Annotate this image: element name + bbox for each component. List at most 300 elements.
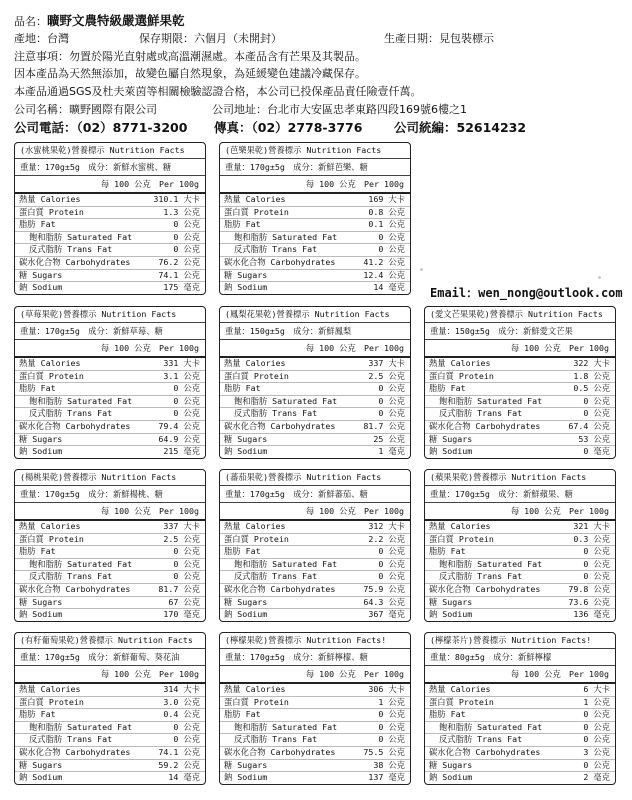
nutrient-row	[15, 232, 205, 245]
nutrient-label: 反式脂肪 Trans Fat	[234, 571, 318, 582]
nutrient-label: 鈉 Sodium	[19, 282, 63, 293]
nutrient-row	[15, 421, 205, 434]
nutrient-row	[220, 282, 410, 294]
nutrient-value: 6 大卡	[583, 684, 610, 694]
nutrient-value: 0 公克	[378, 231, 405, 242]
nutrient-row	[425, 722, 615, 735]
panel-weight-ingredients: 重量：170g±5g 成分：新鮮草莓、糖	[15, 323, 205, 340]
nutrient-row	[425, 383, 615, 396]
nutrient-label: 反式脂肪 Trans Fat	[234, 408, 318, 419]
nutrient-row	[15, 722, 205, 735]
nutrition-panel	[219, 142, 411, 295]
nutrient-label: 脂肪 Fat	[429, 546, 466, 557]
nutrient-row	[425, 609, 615, 621]
panel-per-serving: 每 100 公克 Per 100g	[15, 340, 205, 358]
nutrient-value: 0 公克	[378, 558, 405, 569]
nutrient-label: 反式脂肪 Trans Fat	[439, 734, 523, 745]
nutrient-value: 367 毫克	[368, 609, 405, 620]
nutrient-row	[425, 772, 615, 784]
nutrient-label: 碳水化合物 Carbohydrates	[19, 746, 131, 757]
nutrient-row	[425, 597, 615, 610]
nutrient-label: 脂肪 Fat	[224, 546, 261, 557]
nutrient-label: 脂肪 Fat	[19, 709, 56, 720]
nutrient-row	[15, 521, 205, 534]
nutrient-row	[15, 446, 205, 458]
nutrient-row	[15, 584, 205, 597]
nutrient-value: 3.0 公克	[163, 696, 200, 707]
notice: 注意事項：勿置於陽光直射處或高溫潮濕處。本產品含有芒果及其製品。	[14, 49, 366, 63]
nutrient-label: 熱量 Calories	[19, 358, 81, 368]
nutrient-label: 碳水化合物 Carbohydrates	[19, 583, 131, 594]
panel-weight-ingredients: 重量：150g±5g 成分：新鮮愛文芒果	[425, 323, 615, 340]
nutrient-label: 蛋白質 Protein	[19, 370, 84, 381]
nutrient-value: 3.1 公克	[163, 370, 200, 381]
nutrient-row	[425, 697, 615, 710]
nutrient-value: 0 公克	[173, 219, 200, 230]
nutrient-label: 脂肪 Fat	[224, 383, 261, 394]
nutrient-row	[425, 584, 615, 597]
nutrient-label: 反式脂肪 Trans Fat	[234, 244, 318, 255]
panel-weight-ingredients: 重量：150g±5g 成分：新鮮鳳梨	[220, 323, 410, 340]
nutrient-value: 0 公克	[173, 734, 200, 745]
nutrient-label: 熱量 Calories	[429, 358, 491, 368]
nutrient-row	[220, 534, 410, 547]
nutrient-row	[220, 434, 410, 447]
nutrient-label: 飽和脂肪 Saturated Fat	[234, 558, 338, 569]
nutrient-value: 0 公克	[173, 395, 200, 406]
nutrient-label: 糖 Sugars	[224, 759, 268, 770]
nutrient-row	[220, 446, 410, 458]
production-date: 生產日期：見包裝標示	[384, 31, 494, 45]
nutrient-label: 糖 Sugars	[19, 759, 63, 770]
nutrient-row	[220, 219, 410, 232]
nutrient-label: 蛋白質 Protein	[224, 206, 289, 217]
nutrient-value: 0 公克	[583, 395, 610, 406]
panel-title: (檸檬茶片)營養標示 Nutrition Facts!	[425, 633, 615, 649]
nutrient-table	[220, 684, 410, 784]
nutrient-value: 38 公克	[373, 759, 405, 770]
nutrient-label: 糖 Sugars	[19, 269, 63, 280]
nutrient-table	[220, 194, 410, 294]
nutrient-row	[425, 521, 615, 534]
company-address: 公司地址：台北市大安區忠孝東路四段169號6樓之1	[212, 102, 467, 116]
nutrient-row	[15, 408, 205, 421]
nutrient-row	[15, 609, 205, 621]
panel-weight-ingredients: 重量：170g±5g 成分：新鮮楊桃、糖	[15, 486, 205, 503]
nutrient-row	[220, 358, 410, 371]
nutrient-value: 0 公克	[173, 571, 200, 582]
fax-number: 傳真：（02）2778-3776	[214, 119, 363, 135]
nutrient-value: 3 公克	[583, 746, 610, 757]
panel-per-serving: 每 100 公克 Per 100g	[220, 666, 410, 684]
nutrient-label: 糖 Sugars	[224, 596, 268, 607]
nutrient-label: 飽和脂肪 Saturated Fat	[439, 721, 543, 732]
nutrient-row	[220, 760, 410, 773]
certification-notice: 本產品通過SGS及杜夫萊茵等相關檢驗認證合格，本公司已投保產品責任險壹仟萬。	[14, 85, 422, 99]
nutrient-value: 175 毫克	[163, 282, 200, 293]
nutrient-label: 飽和脂肪 Saturated Fat	[234, 395, 338, 406]
nutrient-row	[220, 207, 410, 220]
nutrient-value: 1 公克	[378, 696, 405, 707]
nutrient-row	[15, 760, 205, 773]
panel-per-serving: 每 100 公克 Per 100g	[220, 176, 410, 194]
nutrient-label: 鈉 Sodium	[429, 609, 473, 620]
nutrient-value: 81.7 公克	[158, 583, 200, 594]
nutrient-row	[425, 747, 615, 760]
nutrient-value: 0 公克	[583, 408, 610, 419]
nutrient-label: 蛋白質 Protein	[429, 696, 494, 707]
nutrient-row	[15, 546, 205, 559]
nutrient-row	[220, 396, 410, 409]
nutrient-row	[15, 207, 205, 220]
nutrition-panel	[14, 632, 206, 785]
nutrient-label: 熱量 Calories	[19, 684, 81, 694]
nutrient-label: 碳水化合物 Carbohydrates	[224, 746, 336, 757]
panel-title: (有籽葡萄果乾)營養標示 Nutrition Facts	[15, 633, 205, 649]
nutrient-value: 0 公克	[583, 759, 610, 770]
nutrient-value: 0 公克	[583, 558, 610, 569]
nutrient-row	[220, 722, 410, 735]
nutrient-label: 鈉 Sodium	[19, 609, 63, 620]
nutrient-row	[425, 421, 615, 434]
nutrient-row	[220, 609, 410, 621]
panel-per-serving: 每 100 公克 Per 100g	[220, 340, 410, 358]
nutrient-label: 蛋白質 Protein	[429, 370, 494, 381]
nutrient-label: 脂肪 Fat	[429, 383, 466, 394]
nutrient-label: 反式脂肪 Trans Fat	[29, 244, 113, 255]
nutrient-label: 碳水化合物 Carbohydrates	[429, 420, 541, 431]
nutrient-row	[220, 383, 410, 396]
nutrient-label: 蛋白質 Protein	[19, 206, 84, 217]
nutrient-row	[220, 521, 410, 534]
nutrient-label: 糖 Sugars	[429, 596, 473, 607]
nutrient-label: 鈉 Sodium	[224, 446, 268, 457]
nutrient-value: 1 公克	[583, 696, 610, 707]
nutrient-value: 81.7 公克	[363, 420, 405, 431]
nutrition-panel	[219, 306, 411, 459]
nutrient-label: 糖 Sugars	[429, 433, 473, 444]
nutrient-row	[220, 684, 410, 697]
nutrient-row	[15, 734, 205, 747]
origin: 產地：台灣	[14, 31, 69, 45]
nutrient-label: 熱量 Calories	[19, 194, 81, 204]
company-line	[14, 101, 620, 119]
nutrient-label: 碳水化合物 Carbohydrates	[224, 583, 336, 594]
nutrient-value: 76.2 公克	[158, 256, 200, 267]
nutrient-row	[15, 219, 205, 232]
nutrition-panel	[14, 142, 206, 295]
nutrient-value: 59.2 公克	[158, 759, 200, 770]
nutrient-row	[15, 597, 205, 610]
nutrient-row	[220, 421, 410, 434]
nutrient-row	[220, 244, 410, 257]
nutrient-value: 2.2 公克	[368, 533, 405, 544]
nutrient-value: 0 公克	[583, 721, 610, 732]
nutrient-row	[220, 559, 410, 572]
nutrient-label: 鈉 Sodium	[224, 282, 268, 293]
nutrient-table	[15, 194, 205, 294]
shelf-life: 保存期限：六個月（未開封）	[139, 31, 282, 45]
nutrient-value: 0 公克	[173, 558, 200, 569]
nutrient-label: 脂肪 Fat	[19, 546, 56, 557]
nutrient-value: 2.5 公克	[368, 370, 405, 381]
nutrient-value: 0 公克	[173, 383, 200, 394]
nutrient-row	[425, 446, 615, 458]
nutrient-label: 飽和脂肪 Saturated Fat	[29, 395, 133, 406]
nutrient-label: 熱量 Calories	[224, 521, 286, 531]
nutrient-value: 64.9 公克	[158, 433, 200, 444]
nutrient-table	[15, 684, 205, 784]
nutrient-label: 脂肪 Fat	[429, 709, 466, 720]
nutrient-label: 碳水化合物 Carbohydrates	[429, 746, 541, 757]
nutrient-row	[220, 747, 410, 760]
nutrient-value: 75.9 公克	[363, 583, 405, 594]
speck-mark	[420, 268, 423, 271]
nutrient-row	[220, 257, 410, 270]
product-label: 品名：	[14, 15, 47, 28]
nutrient-value: 1.3 公克	[163, 206, 200, 217]
nutrient-table	[220, 521, 410, 621]
nutrient-table	[15, 521, 205, 621]
nutrient-value: 170 毫克	[163, 609, 200, 620]
contact-line	[14, 119, 620, 137]
panel-title: (檸檬果乾)營養標示 Nutrition Facts!	[220, 633, 410, 649]
nutrient-label: 碳水化合物 Carbohydrates	[19, 420, 131, 431]
nutrient-label: 飽和脂肪 Saturated Fat	[29, 558, 133, 569]
nutrient-value: 0 公克	[583, 571, 610, 582]
nutrient-value: 0 公克	[378, 546, 405, 557]
nutrient-row	[15, 194, 205, 207]
nutrient-value: 0 公克	[378, 408, 405, 419]
panel-weight-ingredients: 重量：170g±5g 成分：新鮮葡萄、葵花油	[15, 649, 205, 666]
nutrient-value: 2.5 公克	[163, 533, 200, 544]
nutrient-value: 41.2 公克	[363, 256, 405, 267]
nutrient-value: 310.1 大卡	[153, 194, 200, 204]
natural-notice: 因本產品為天然無添加，故變色屬自然現象，為延緩變色建議冷藏保存。	[14, 67, 366, 81]
nutrient-row	[15, 534, 205, 547]
panel-per-serving: 每 100 公克 Per 100g	[425, 666, 615, 684]
nutrient-row	[425, 734, 615, 747]
nutrition-panel	[219, 632, 411, 785]
nutrient-row	[425, 371, 615, 384]
nutrient-label: 反式脂肪 Trans Fat	[29, 571, 113, 582]
nutrient-value: 0 公克	[378, 395, 405, 406]
nutrient-value: 53 公克	[578, 433, 610, 444]
nutrient-label: 脂肪 Fat	[224, 219, 261, 230]
nutrient-row	[15, 697, 205, 710]
nutrient-label: 鈉 Sodium	[224, 772, 268, 783]
nutrient-label: 脂肪 Fat	[19, 219, 56, 230]
nutrient-table	[220, 358, 410, 458]
nutrient-value: 0.1 公克	[368, 219, 405, 230]
nutrient-label: 熱量 Calories	[429, 684, 491, 694]
nutrient-label: 飽和脂肪 Saturated Fat	[439, 395, 543, 406]
nutrient-row	[15, 747, 205, 760]
nutrient-label: 飽和脂肪 Saturated Fat	[439, 558, 543, 569]
nutrient-value: 67.4 公克	[568, 420, 610, 431]
nutrient-row	[15, 244, 205, 257]
nutrition-panel	[424, 632, 616, 785]
nutrient-label: 鈉 Sodium	[224, 609, 268, 620]
company-phone: 公司電話：（02）8771-3200	[14, 119, 188, 135]
nutrient-value: 0 公克	[583, 546, 610, 557]
nutrient-row	[220, 709, 410, 722]
nutrient-value: 0 公克	[378, 244, 405, 255]
nutrient-row	[220, 597, 410, 610]
nutrient-value: 14 毫克	[373, 282, 405, 293]
nutrient-label: 蛋白質 Protein	[19, 533, 84, 544]
nutrient-row	[425, 684, 615, 697]
nutrient-value: 306 大卡	[368, 684, 405, 694]
nutrient-row	[220, 772, 410, 784]
nutrient-row	[425, 408, 615, 421]
nutrient-row	[425, 434, 615, 447]
nutrient-row	[425, 358, 615, 371]
nutrient-row	[425, 709, 615, 722]
nutrient-value: 67 公克	[168, 596, 200, 607]
nutrient-label: 鈉 Sodium	[429, 772, 473, 783]
panel-weight-ingredients: 重量：170g±5g 成分：新鮮蘋果、糖	[425, 486, 615, 503]
nutrient-value: 64.3 公克	[363, 596, 405, 607]
nutrient-row	[15, 282, 205, 294]
nutrient-row	[15, 559, 205, 572]
nutrient-value: 0.8 公克	[368, 206, 405, 217]
nutrition-panel	[424, 306, 616, 459]
nutrient-value: 322 大卡	[573, 358, 610, 368]
nutrient-label: 脂肪 Fat	[224, 709, 261, 720]
nutrient-value: 1 毫克	[378, 446, 405, 457]
nutrition-panel	[219, 469, 411, 622]
nutrient-label: 碳水化合物 Carbohydrates	[224, 420, 336, 431]
nutrient-label: 鈉 Sodium	[429, 446, 473, 457]
product-name: 曠野文農特級嚴選鮮果乾	[47, 13, 185, 28]
nutrient-label: 糖 Sugars	[19, 596, 63, 607]
nutrient-value: 169 大卡	[368, 194, 405, 204]
nutrient-label: 反式脂肪 Trans Fat	[439, 408, 523, 419]
nutrient-row	[220, 194, 410, 207]
nutrient-value: 0 公克	[378, 709, 405, 720]
panel-weight-ingredients: 重量：170g±5g 成分：新鮮蕃茄、糖	[220, 486, 410, 503]
nutrient-row	[15, 270, 205, 283]
nutrient-label: 熱量 Calories	[224, 358, 286, 368]
email-address: Email：wen_nong@outlook.com	[430, 286, 623, 300]
nutrient-label: 碳水化合物 Carbohydrates	[19, 256, 131, 267]
nutrient-value: 0 公克	[173, 721, 200, 732]
nutrient-row	[425, 396, 615, 409]
nutrient-value: 337 大卡	[163, 521, 200, 531]
nutrient-value: 0 公克	[378, 721, 405, 732]
nutrient-row	[425, 559, 615, 572]
nutrient-label: 反式脂肪 Trans Fat	[29, 734, 113, 745]
nutrient-row	[220, 571, 410, 584]
nutrient-value: 0 公克	[173, 408, 200, 419]
nutrient-label: 反式脂肪 Trans Fat	[439, 571, 523, 582]
nutrient-label: 鈉 Sodium	[19, 446, 63, 457]
nutrient-row	[15, 684, 205, 697]
nutrient-value: 0 公克	[173, 546, 200, 557]
panel-per-serving: 每 100 公克 Per 100g	[220, 503, 410, 521]
nutrient-value: 0.4 公克	[163, 709, 200, 720]
nutrient-value: 0.5 公克	[573, 383, 610, 394]
nutrient-value: 0 公克	[173, 231, 200, 242]
panel-weight-ingredients: 重量：80g±5g 成分：新鮮檸檬	[425, 649, 615, 666]
nutrient-label: 飽和脂肪 Saturated Fat	[234, 721, 338, 732]
nutrient-row	[425, 571, 615, 584]
nutrient-value: 75.5 公克	[363, 746, 405, 757]
nutrient-row	[15, 709, 205, 722]
nutrient-value: 2 毫克	[583, 772, 610, 783]
nutrient-label: 碳水化合物 Carbohydrates	[429, 583, 541, 594]
panel-weight-ingredients: 重量：170g±5g 成分：新鮮水蜜桃、糖	[15, 159, 205, 176]
origin-line	[14, 30, 620, 48]
nutrient-value: 0 公克	[173, 244, 200, 255]
panel-per-serving: 每 100 公克 Per 100g	[425, 503, 615, 521]
nutrient-row	[220, 546, 410, 559]
nutrient-value: 331 大卡	[163, 358, 200, 368]
nutrient-label: 脂肪 Fat	[19, 383, 56, 394]
nutrient-label: 熱量 Calories	[224, 684, 286, 694]
speck-mark	[598, 276, 601, 279]
nutrient-label: 碳水化合物 Carbohydrates	[224, 256, 336, 267]
nutrient-label: 蛋白質 Protein	[224, 370, 289, 381]
nutrient-value: 0.3 公克	[573, 533, 610, 544]
nutrient-row	[425, 760, 615, 773]
nutrient-value: 312 大卡	[368, 521, 405, 531]
nutrient-row	[220, 734, 410, 747]
nutrient-row	[15, 396, 205, 409]
nutrient-table	[425, 684, 615, 784]
nutrient-value: 337 大卡	[368, 358, 405, 368]
nutrient-row	[15, 772, 205, 784]
nutrient-row	[425, 546, 615, 559]
panel-weight-ingredients: 重量：170g±5g 成分：新鮮檸檬、糖	[220, 649, 410, 666]
panel-title: (草莓果乾)營養標示 Nutrition Facts	[15, 307, 205, 323]
nutrient-label: 糖 Sugars	[429, 759, 473, 770]
nutrition-panel	[14, 306, 206, 459]
nutrient-value: 215 毫克	[163, 446, 200, 457]
panel-per-serving: 每 100 公克 Per 100g	[15, 666, 205, 684]
nutrient-label: 糖 Sugars	[224, 433, 268, 444]
nutrient-value: 79.4 公克	[158, 420, 200, 431]
nutrient-label: 反式脂肪 Trans Fat	[29, 408, 113, 419]
nutrient-label: 糖 Sugars	[224, 269, 268, 280]
nutrient-value: 25 公克	[373, 433, 405, 444]
nutrient-value: 0 公克	[378, 734, 405, 745]
nutrient-label: 飽和脂肪 Saturated Fat	[29, 231, 133, 242]
nutrient-value: 0 公克	[378, 383, 405, 394]
nutrient-label: 蛋白質 Protein	[224, 696, 289, 707]
nutrient-table	[425, 358, 615, 458]
nutrient-label: 蛋白質 Protein	[429, 533, 494, 544]
product-header	[14, 12, 620, 137]
company-name: 公司名稱：曠野國際有限公司	[14, 102, 157, 116]
nutrient-value: 73.6 公克	[568, 596, 610, 607]
panel-per-serving: 每 100 公克 Per 100g	[15, 176, 205, 194]
nutrient-value: 321 大卡	[573, 521, 610, 531]
nutrient-value: 314 大卡	[163, 684, 200, 694]
panel-weight-ingredients: 重量：170g±5g 成分：新鮮芭樂、糖	[220, 159, 410, 176]
nutrient-label: 熱量 Calories	[19, 521, 81, 531]
panel-title: (蕃茄果乾)營養標示 Nutrition Facts	[220, 470, 410, 486]
panel-title: (芭樂果乾)營養標示 Nutrition Facts	[220, 143, 410, 159]
panel-title: (楊桃果乾)營養標示 Nutrition Facts	[15, 470, 205, 486]
nutrient-value: 0 毫克	[583, 446, 610, 457]
nutrient-row	[15, 257, 205, 270]
nutrient-row	[15, 358, 205, 371]
nutrient-label: 蛋白質 Protein	[19, 696, 84, 707]
nutrient-value: 14 毫克	[168, 772, 200, 783]
nutrient-row	[220, 270, 410, 283]
